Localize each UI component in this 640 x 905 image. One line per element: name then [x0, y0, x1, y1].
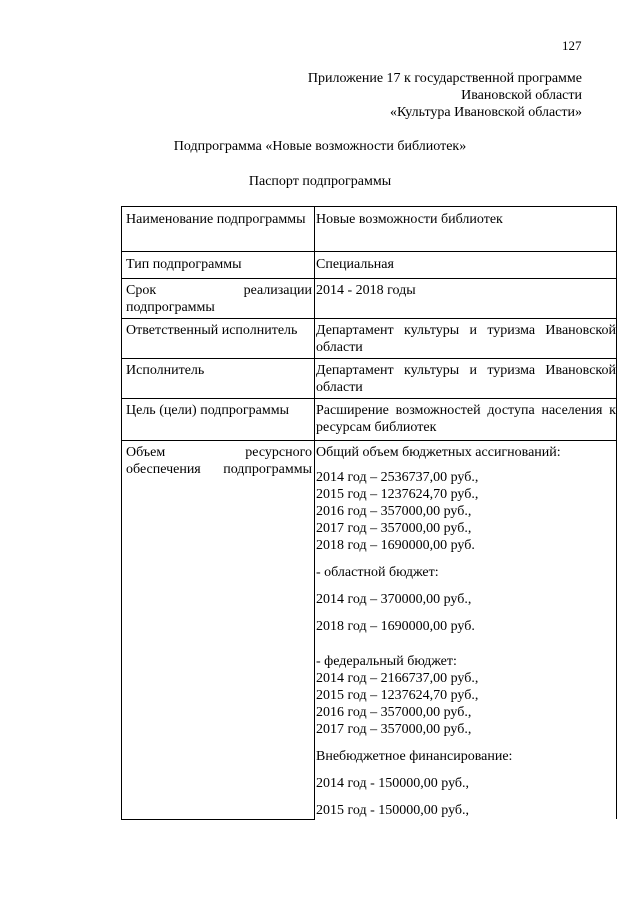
table-row: [122, 399, 617, 441]
row-label-term-text: Срок реализации подпрограммы: [126, 283, 312, 315]
row-label-term: [122, 279, 315, 319]
list-item: 2018 год – 1690000,00 руб.: [316, 538, 475, 553]
row-value-goal: Расширение возможностей доступа населения к ресурсам библиотек: [315, 399, 617, 441]
table-row: [122, 252, 617, 279]
row-value-type: Специальная: [315, 252, 617, 279]
annex-header: [242, 70, 582, 121]
passport-table: [121, 206, 617, 820]
funding-federal-list: [316, 670, 616, 738]
row-value-executor: Департамент культуры и туризма Ивановской области: [315, 359, 617, 399]
row-label-type: Тип подпрограммы: [122, 252, 315, 279]
row-value-name: Новые возможности библиотек: [315, 207, 617, 252]
annex-line-1: Приложение 17 к государственной программе: [307, 71, 582, 86]
row-label-funding-text: Объем ресурсного обеспечения подпрограммы: [126, 445, 312, 477]
page-number: 127: [562, 38, 582, 53]
row-value-funding: [315, 441, 617, 820]
funding-federal-header: - федеральный бюджет:: [316, 654, 457, 669]
row-label-funding: [122, 441, 315, 820]
list-item: 2016 год – 357000,00 руб.,: [316, 705, 472, 720]
list-item: 2014 год - 150000,00 руб.,: [316, 776, 470, 791]
list-item: 2015 год – 1237624,70 руб.,: [316, 487, 479, 502]
funding-offbudget-header: Внебюджетное финансирование:: [316, 749, 513, 764]
row-label-name: Наименование подпрограммы: [122, 207, 315, 252]
annex-line-3: «Культура Ивановской области»: [389, 105, 582, 120]
funding-total-list: [316, 469, 616, 554]
list-item: 2018 год – 1690000,00 руб.: [316, 619, 475, 634]
funding-regional-header: - областной бюджет:: [316, 565, 439, 580]
row-label-responsible: Ответственный исполнитель: [122, 319, 315, 359]
table-row: [122, 319, 617, 359]
row-value-term: 2014 - 2018 годы: [315, 279, 617, 319]
table-row: [122, 207, 617, 252]
list-item: 2014 год – 370000,00 руб.,: [316, 592, 472, 607]
funding-total-header: Общий объем бюджетных ассигнований:: [316, 445, 561, 460]
list-item: 2015 год - 150000,00 руб.,: [316, 803, 470, 818]
passport-title: Паспорт подпрограммы: [248, 174, 392, 189]
row-label-goal: Цель (цели) подпрограммы: [122, 399, 315, 441]
table-row: [122, 441, 617, 820]
list-item: 2016 год – 357000,00 руб.,: [316, 504, 472, 519]
list-item: 2017 год – 357000,00 руб.,: [316, 521, 472, 536]
subprogram-title: Подпрограмма «Новые возможности библиотек»: [173, 139, 467, 154]
table-row: [122, 279, 617, 319]
row-label-executor: Исполнитель: [122, 359, 315, 399]
list-item: 2015 год – 1237624,70 руб.,: [316, 688, 479, 703]
annex-line-2: Ивановской области: [461, 88, 582, 103]
list-item: 2014 год – 2166737,00 руб.,: [316, 671, 479, 686]
list-item: 2017 год – 357000,00 руб.,: [316, 722, 472, 737]
list-item: 2014 год – 2536737,00 руб.,: [316, 470, 479, 485]
row-value-responsible: Департамент культуры и туризма Ивановской области: [315, 319, 617, 359]
table-row: [122, 359, 617, 399]
